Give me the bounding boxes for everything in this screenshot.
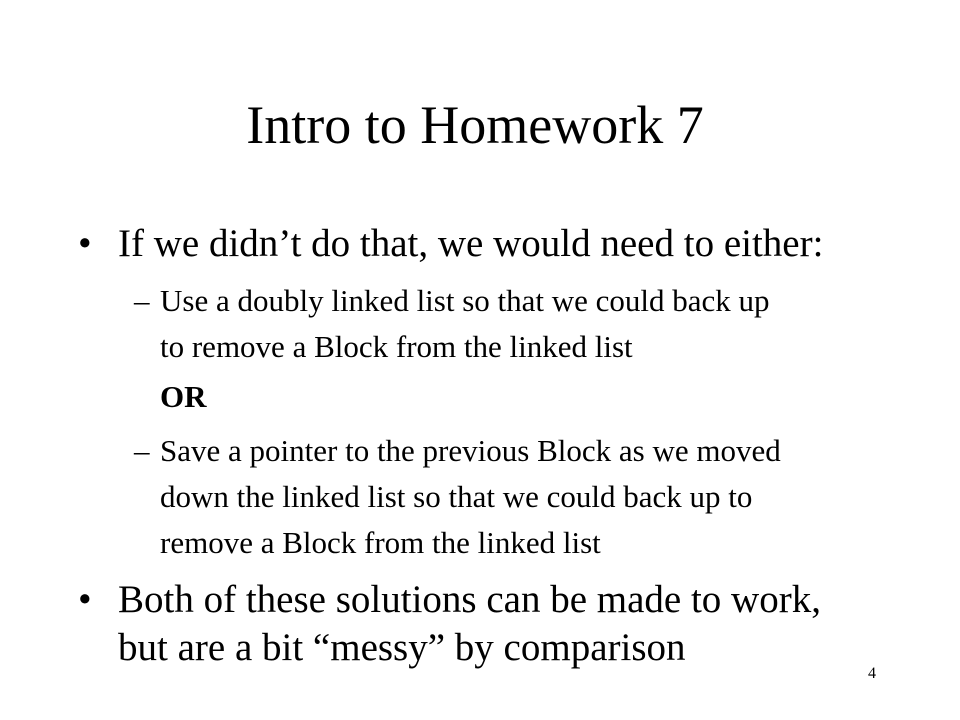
page-number: 4 <box>868 665 876 682</box>
dash-mark: – <box>134 433 150 468</box>
sub-bullet-line: Use a doubly linked list so that we could back up <box>160 283 770 318</box>
slide-title: Intro to Homework 7 <box>246 95 704 155</box>
sub-bullet-item-2 <box>134 428 934 566</box>
bullet-text: If we didn’t do that, we would need to either: <box>118 222 824 265</box>
sub-bullet-line: to remove a Block from the linked list <box>160 329 633 364</box>
sub-bullet-item-1 <box>134 278 914 370</box>
bullet-item-1 <box>78 222 898 266</box>
sub-bullet-line: down the linked list so that we could back up to <box>160 479 753 514</box>
bullet-mark: • <box>78 578 92 621</box>
sub-bullet-line: Save a pointer to the previous Block as we moved <box>160 433 781 468</box>
dash-mark: – <box>134 283 150 318</box>
sub-bullet-line: remove a Block from the linked list <box>160 525 601 560</box>
or-label: OR <box>160 379 207 414</box>
bullet-mark: • <box>78 222 92 265</box>
bullet-item-2 <box>78 578 918 672</box>
bullet-line: but are a bit “messy” by comparison <box>118 626 686 669</box>
bullet-line: Both of these solutions can be made to work, <box>118 578 821 621</box>
